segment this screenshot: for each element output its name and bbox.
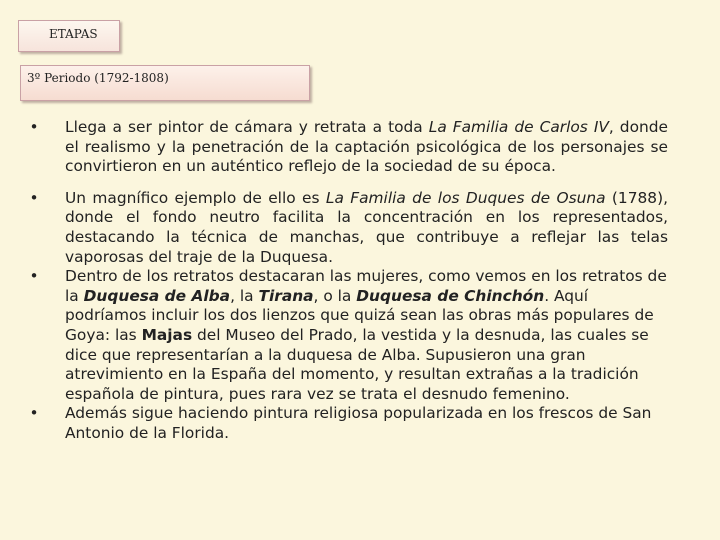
artwork-title: Duquesa de Alba [83,286,231,305]
artwork-title: Majas [141,325,193,344]
bullet-text: , donde el realismo y la penetración de la captación psicológica de los personajes se convirtieron en un auténtico reflejo de la sociedad de su época. [65,118,668,176]
stage-label-box [18,20,120,52]
bullet-item-religious [28,404,668,443]
bullet-icon: • [29,188,39,207]
period-label: 3º Periodo (1792-1808) [27,71,169,85]
artwork-title: La Familia de los Duques de Osuna [325,188,606,207]
bullet-text: . Aquí podríamos incluir los dos lienzos que quizá sean las obras más populares de Goya: las [65,286,654,344]
bullet-icon: • [29,267,39,286]
bullet-icon: • [29,404,39,423]
bullet-list [28,118,668,444]
bullet-item-women-portraits [28,267,668,404]
bullet-text: , la [230,286,259,305]
artwork-title: La Familia de Carlos IV [428,118,609,136]
bullet-text: , o la [313,286,357,305]
bullet-text: del Museo del Prado, la vestida y la desnuda, las cuales se dice que representarían a la duquesa de Alba. Supusieron una gran atrevimiento en la España del momento, y resultan extrañas a la tradición española de pintura, pues rara vez se trata el desnudo femenino. [65,325,649,403]
bullet-item-carlos-iv [28,118,668,177]
bullet-icon: • [29,118,39,136]
bullet-text: Dentro de los retratos destacaran las mujeres, como vemos en los retratos de la [65,267,667,305]
bullet-text: (1788), donde el fondo neutro facilita la concentración en los representados, destacando la técnica de manchas, que contribuye a reflejar las telas vaporosas del traje de la Duquesa. [65,188,668,266]
bullet-text: Además sigue haciendo pintura religiosa popularizada en los frescos de San Antonio de la Florida. [65,404,652,442]
bullet-text: Llega a ser pintor de cámara y retrata a toda [65,118,429,136]
bullet-item-osuna [28,189,668,267]
artwork-title: Duquesa de Chinchón [356,286,545,305]
stage-label: ETAPAS [49,27,98,41]
period-label-box [20,65,310,101]
bullet-text: Un magnífico ejemplo de ello es [65,188,326,207]
artwork-title: Tirana [258,286,314,305]
